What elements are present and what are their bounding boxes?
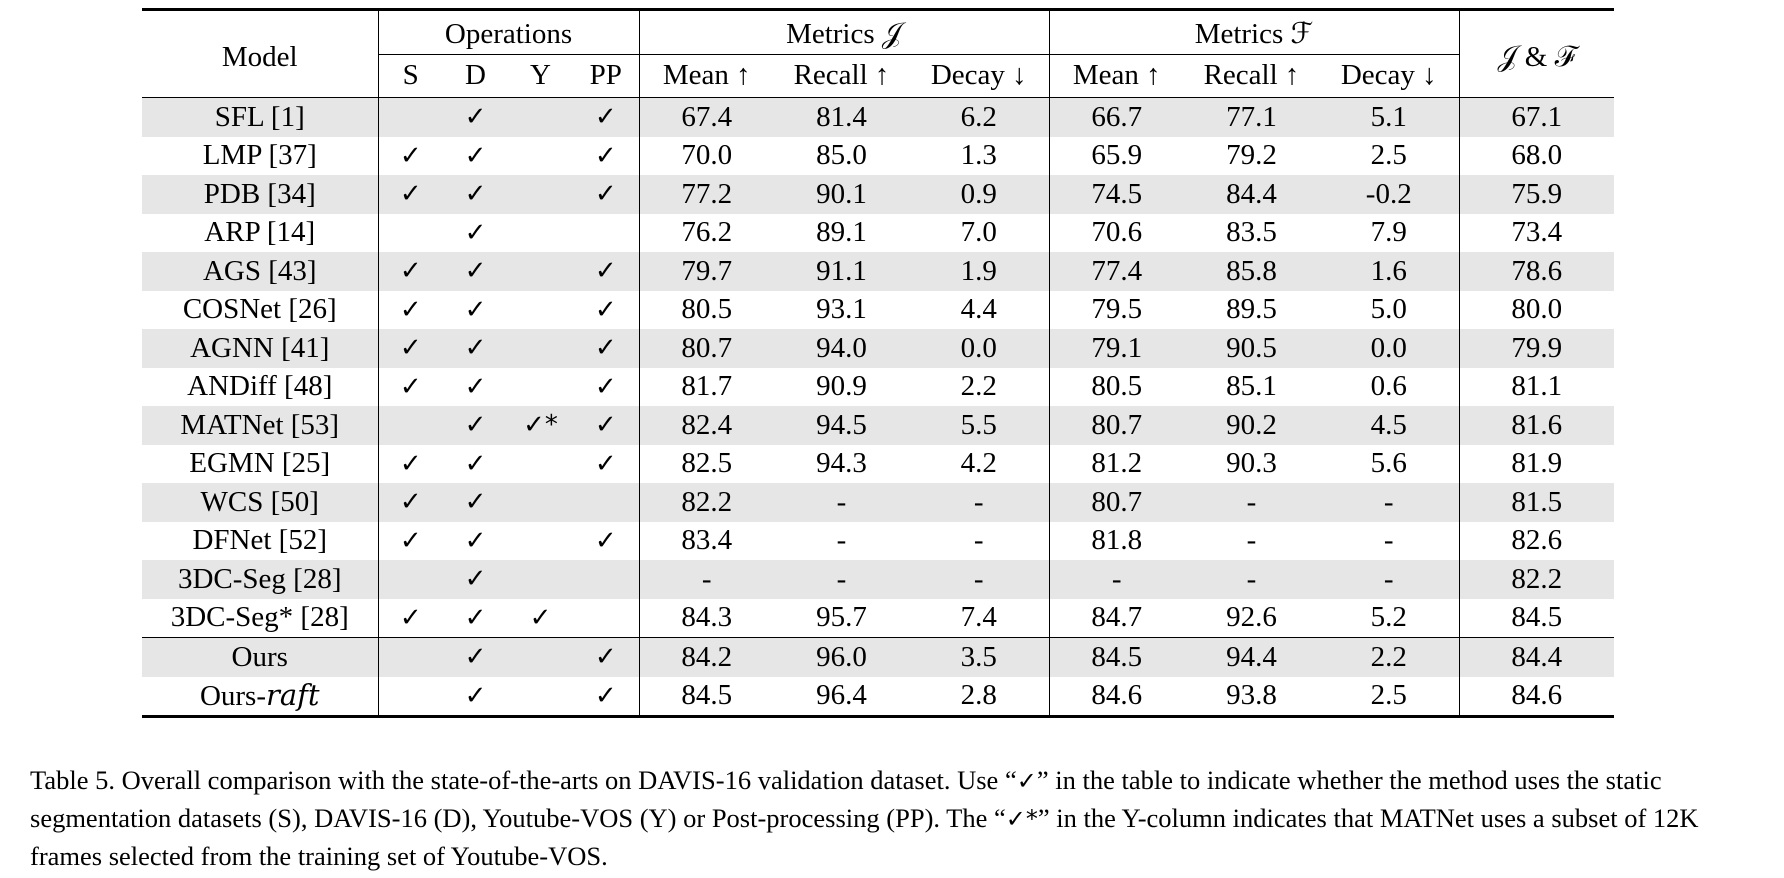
cell-f-decay: - [1319, 560, 1459, 599]
cell-jf: 81.9 [1459, 445, 1614, 484]
cell-pp: ✓ [573, 329, 639, 368]
cell-f-recall: - [1184, 483, 1319, 522]
cell-f-recall: 90.5 [1184, 329, 1319, 368]
table-row [142, 98, 1614, 137]
cell-f-mean: 65.9 [1049, 137, 1184, 176]
cell-jf: 75.9 [1459, 175, 1614, 214]
cell-d: ✓ [464, 140, 487, 171]
cell-j-decay: 5.5 [909, 406, 1049, 445]
cell-jf: 82.6 [1459, 522, 1614, 561]
cell-f-mean: 66.7 [1049, 98, 1184, 137]
cell-f-recall: 85.1 [1226, 370, 1277, 403]
header-operations-label: Operations [379, 20, 639, 55]
cell-jf: 82.2 [1459, 560, 1614, 599]
cell-j-recall: 89.1 [816, 216, 867, 249]
cell-s: ✓ [378, 368, 443, 407]
cell-pp [573, 560, 639, 599]
cell-d: ✓ [464, 680, 487, 711]
cell-y [508, 214, 573, 253]
cell-model: 3DC-Seg [28] [142, 560, 378, 599]
cell-y [508, 445, 573, 484]
cell-f-mean: 84.7 [1049, 599, 1184, 638]
cell-d: ✓ [464, 217, 487, 248]
cell-j-recall: 96.0 [774, 638, 909, 677]
cell-model: 3DC-Seg* [28] [170, 601, 349, 634]
header-f-recall: Recall ↑ [1203, 59, 1300, 91]
caption-check-symbol: ✓ [1016, 767, 1037, 795]
table-row [142, 522, 1614, 561]
cell-f-mean: 79.5 [1049, 291, 1184, 330]
cell-y [508, 137, 573, 176]
cell-j-mean: 76.2 [639, 214, 774, 253]
cell-j-decay: 6.2 [909, 98, 1049, 137]
cell-j-decay: 3.5 [909, 638, 1049, 677]
table-caption [30, 762, 1760, 875]
table-row [142, 638, 1614, 677]
cell-j-decay: 1.9 [909, 252, 1049, 291]
table-row [142, 406, 1614, 445]
cell-j-decay: 2.2 [960, 370, 997, 403]
cell-s [378, 677, 443, 717]
cell-j-mean: 70.0 [639, 137, 774, 176]
cell-j-recall: 94.5 [774, 406, 909, 445]
cell-f-recall: 90.2 [1184, 406, 1319, 445]
cell-jf: 80.0 [1459, 291, 1614, 330]
cell-model [142, 638, 378, 677]
cell-j-recall: 85.0 [816, 139, 867, 172]
header-model: Model [221, 41, 298, 73]
cell-y [508, 329, 573, 368]
cell-f-recall: 90.3 [1226, 447, 1277, 480]
cell-f-recall: 79.2 [1226, 139, 1277, 172]
cell-y [508, 638, 573, 677]
cell-jf: 78.6 [1459, 252, 1614, 291]
cell-s: ✓ [378, 599, 443, 638]
cell-s: ✓ [378, 252, 443, 291]
cell-f-decay: 5.2 [1370, 601, 1407, 634]
cell-j-mean: 81.7 [639, 368, 774, 407]
cell-j-mean: 80.5 [639, 291, 774, 330]
caption-part-3: ” in the Y-column indicates that MATNet uses a subset of 12K frames selected from the training set of Youtube-VOS. [30, 803, 1699, 871]
caption-part-1: Table 5. Overall comparison with the state-of-the-arts on DAVIS-16 validation dataset. Use “ [30, 765, 1017, 795]
table-row [142, 175, 1614, 214]
cell-s: ✓ [378, 445, 443, 484]
header-metrics-j [639, 10, 1049, 58]
cell-j-mean: 79.7 [639, 252, 774, 291]
cell-j-recall: 94.3 [816, 447, 867, 480]
cell-pp [573, 214, 639, 253]
ours-rows [142, 638, 1614, 717]
cell-j-decay: - [909, 560, 1049, 599]
cell-j-mean: 82.2 [639, 483, 774, 522]
cell-d: ✓ [443, 175, 508, 214]
cell-y [508, 291, 573, 330]
cell-j-decay: 2.8 [960, 679, 997, 712]
cell-f-recall: 94.4 [1184, 638, 1319, 677]
cell-j-mean: 80.7 [639, 329, 774, 368]
table-row [142, 368, 1614, 407]
cell-d: ✓ [464, 448, 487, 479]
model-name-suffix: raft [266, 677, 320, 712]
cell-jf: 81.1 [1459, 368, 1614, 407]
results-table [142, 8, 1614, 718]
cell-j-recall: 90.1 [774, 175, 909, 214]
cell-d: ✓ [464, 371, 487, 402]
cell-f-mean: 81.2 [1049, 445, 1184, 484]
header-j-decay: Decay ↓ [930, 59, 1027, 91]
table-row [142, 677, 1614, 717]
cell-pp: ✓ [594, 680, 617, 711]
cell-f-mean: 80.7 [1049, 483, 1184, 522]
cell-f-mean: 84.6 [1049, 677, 1184, 717]
cell-j-recall: 96.4 [816, 679, 867, 712]
cell-d: ✓ [443, 252, 508, 291]
table-row [142, 445, 1614, 484]
cell-pp: ✓ [573, 175, 639, 214]
cell-j-decay: - [909, 483, 1049, 522]
cell-y [508, 368, 573, 407]
cell-d: ✓ [443, 329, 508, 368]
cell-y [508, 98, 573, 137]
cell-model: DFNet [52] [192, 524, 327, 557]
cell-f-decay: 2.5 [1370, 139, 1407, 172]
cell-f-mean: 70.6 [1049, 214, 1184, 253]
cell-f-recall: 89.5 [1226, 293, 1277, 326]
cell-d: ✓ [443, 638, 508, 677]
cell-j-decay: 1.3 [960, 139, 997, 172]
cell-f-recall: 84.4 [1184, 175, 1319, 214]
cell-jf: 81.6 [1459, 406, 1614, 445]
cell-f-recall: 77.1 [1184, 98, 1319, 137]
cell-j-mean: 82.4 [639, 406, 774, 445]
cell-jf: 68.0 [1459, 137, 1614, 176]
cell-j-recall: 93.1 [816, 293, 867, 326]
cell-f-decay: -0.2 [1319, 175, 1459, 214]
cell-j-recall: - [836, 524, 847, 557]
cell-f-mean: 74.5 [1049, 175, 1184, 214]
cell-model: SFL [1] [142, 98, 378, 137]
baseline-rows [142, 98, 1614, 638]
cell-d: ✓ [443, 483, 508, 522]
cell-j-mean: - [639, 560, 774, 599]
cell-j-mean: 84.2 [639, 638, 774, 677]
cell-d: ✓ [443, 406, 508, 445]
header-jf: 𝒥 & ℱ [1459, 10, 1614, 98]
cell-d: ✓ [443, 560, 508, 599]
cell-jf: 67.1 [1459, 98, 1614, 137]
header-op-pp: PP [589, 59, 622, 91]
cell-jf: 84.4 [1459, 638, 1614, 677]
caption-check-star-symbol: ✓* [1005, 805, 1038, 833]
table-row [142, 137, 1614, 176]
cell-j-recall: - [774, 483, 909, 522]
cell-d: ✓ [464, 602, 487, 633]
cell-model: LMP [37] [202, 139, 317, 172]
cell-j-decay: 4.2 [960, 447, 997, 480]
cell-jf: 81.5 [1459, 483, 1614, 522]
cell-pp: ✓ [594, 294, 617, 325]
cell-model: WCS [50] [142, 483, 378, 522]
cell-s: ✓ [378, 175, 443, 214]
cell-model: ARP [14] [204, 216, 316, 249]
cell-f-recall: - [1184, 560, 1319, 599]
cell-j-decay: 4.4 [960, 293, 997, 326]
cell-model: COSNet [26] [182, 293, 337, 326]
cell-d: ✓ [464, 294, 487, 325]
header-op-y: Y [530, 59, 551, 91]
cell-j-recall: 91.1 [774, 252, 909, 291]
cell-jf: 73.4 [1459, 214, 1614, 253]
cell-j-mean: 77.2 [639, 175, 774, 214]
cell-pp: ✓ [573, 252, 639, 291]
cell-d: ✓ [443, 98, 508, 137]
cell-f-mean: 81.8 [1049, 522, 1184, 561]
model-name-prefix: Ours- [199, 679, 266, 712]
cell-model: AGNN [41] [142, 329, 378, 368]
cell-y [508, 175, 573, 214]
header-j-mean: Mean ↑ [639, 57, 774, 98]
cell-y [508, 483, 573, 522]
table-row [142, 483, 1614, 522]
cell-j-recall: 81.4 [774, 98, 909, 137]
cell-f-decay: 5.0 [1370, 293, 1407, 326]
cell-j-recall: - [774, 560, 909, 599]
cell-j-decay: 7.0 [960, 216, 997, 249]
cell-j-mean: 67.4 [639, 98, 774, 137]
cell-model: MATNet [53] [142, 406, 378, 445]
cell-pp: ✓ [594, 140, 617, 171]
cell-model: EGMN [25] [189, 447, 331, 480]
cell-f-mean: 80.5 [1049, 368, 1184, 407]
table-row [142, 560, 1614, 599]
cell-j-recall: 90.9 [816, 370, 867, 403]
cell-d: ✓ [464, 525, 487, 556]
cell-f-mean: 84.5 [1049, 638, 1184, 677]
cell-f-decay: - [1319, 483, 1459, 522]
header-f-decay: Decay ↓ [1340, 59, 1437, 91]
cell-pp: ✓ [573, 406, 639, 445]
header-metrics-f-label: Metrics ℱ [1050, 20, 1459, 55]
cell-pp: ✓ [594, 525, 617, 556]
cell-s [378, 98, 443, 137]
cell-pp: ✓ [573, 98, 639, 137]
table-row [142, 214, 1614, 253]
cell-f-decay: 5.1 [1319, 98, 1459, 137]
table-row [142, 252, 1614, 291]
cell-f-decay: 5.6 [1370, 447, 1407, 480]
cell-pp [573, 599, 639, 638]
cell-j-decay: 0.0 [909, 329, 1049, 368]
cell-y [508, 560, 573, 599]
model-name-prefix: Ours [231, 641, 288, 674]
cell-jf: 84.5 [1459, 599, 1614, 638]
cell-j-mean: 82.5 [639, 445, 774, 484]
table-row [142, 291, 1614, 330]
cell-pp: ✓ [594, 448, 617, 479]
cell-s: ✓ [378, 137, 443, 176]
cell-pp [573, 483, 639, 522]
header-metrics-j-label: Metrics 𝒥 [640, 20, 1049, 55]
cell-f-recall: 83.5 [1226, 216, 1277, 249]
cell-f-recall: 93.8 [1226, 679, 1277, 712]
cell-f-decay: 7.9 [1370, 216, 1407, 249]
cell-model [142, 677, 378, 717]
cell-j-decay: - [973, 524, 984, 557]
cell-f-recall: 85.8 [1184, 252, 1319, 291]
table-header [142, 10, 1614, 98]
cell-pp: ✓ [594, 371, 617, 402]
header-f-mean: Mean ↑ [1049, 57, 1184, 98]
header-metrics-f [1049, 10, 1459, 58]
cell-f-decay: 0.0 [1319, 329, 1459, 368]
caption-part-2: ” in the table to indicate whether the method uses the static segmentation datasets (S), DAVIS-16 (D), Youtube-VOS (Y) or Post-processing (PP). The “ [30, 765, 1662, 833]
cell-s: ✓ [378, 522, 443, 561]
cell-model: ANDiff [48] [187, 370, 333, 403]
table-row [142, 329, 1614, 368]
cell-jf: 84.6 [1459, 677, 1614, 717]
cell-f-mean: - [1049, 560, 1184, 599]
cell-s [378, 406, 443, 445]
cell-j-mean: 83.4 [639, 522, 774, 561]
cell-f-recall: 92.6 [1226, 601, 1277, 634]
cell-jf: 79.9 [1459, 329, 1614, 368]
cell-model: AGS [43] [142, 252, 378, 291]
cell-f-mean: 79.1 [1049, 329, 1184, 368]
cell-j-mean: 84.5 [639, 677, 774, 717]
header-operations [378, 10, 639, 58]
cell-j-recall: 95.7 [816, 601, 867, 634]
cell-j-decay: 0.9 [909, 175, 1049, 214]
cell-j-decay: 7.4 [960, 601, 997, 634]
cell-j-recall: 94.0 [774, 329, 909, 368]
cell-y: ✓ [529, 602, 552, 633]
cell-f-decay: 2.5 [1370, 679, 1407, 712]
cell-s: ✓ [378, 329, 443, 368]
cell-pp: ✓ [573, 638, 639, 677]
header-op-s: S [378, 57, 443, 98]
table-row [142, 599, 1614, 638]
cell-s [378, 638, 443, 677]
cell-y: ✓* [508, 406, 573, 445]
cell-f-decay: 2.2 [1319, 638, 1459, 677]
cell-s: ✓ [378, 483, 443, 522]
cell-s [378, 560, 443, 599]
cell-f-decay: 0.6 [1370, 370, 1407, 403]
cell-f-decay: - [1383, 524, 1394, 557]
cell-f-mean: 77.4 [1049, 252, 1184, 291]
cell-y [508, 522, 573, 561]
cell-model: PDB [34] [142, 175, 378, 214]
cell-s [378, 214, 443, 253]
cell-s: ✓ [378, 291, 443, 330]
cell-y [508, 677, 573, 717]
cell-y [508, 252, 573, 291]
header-j-recall: Recall ↑ [793, 59, 890, 91]
cell-j-mean: 84.3 [639, 599, 774, 638]
cell-f-recall: - [1246, 524, 1257, 557]
cell-f-decay: 4.5 [1319, 406, 1459, 445]
cell-f-decay: 1.6 [1319, 252, 1459, 291]
header-op-d: D [465, 59, 486, 91]
results-table-container [142, 8, 1576, 718]
cell-f-mean: 80.7 [1049, 406, 1184, 445]
